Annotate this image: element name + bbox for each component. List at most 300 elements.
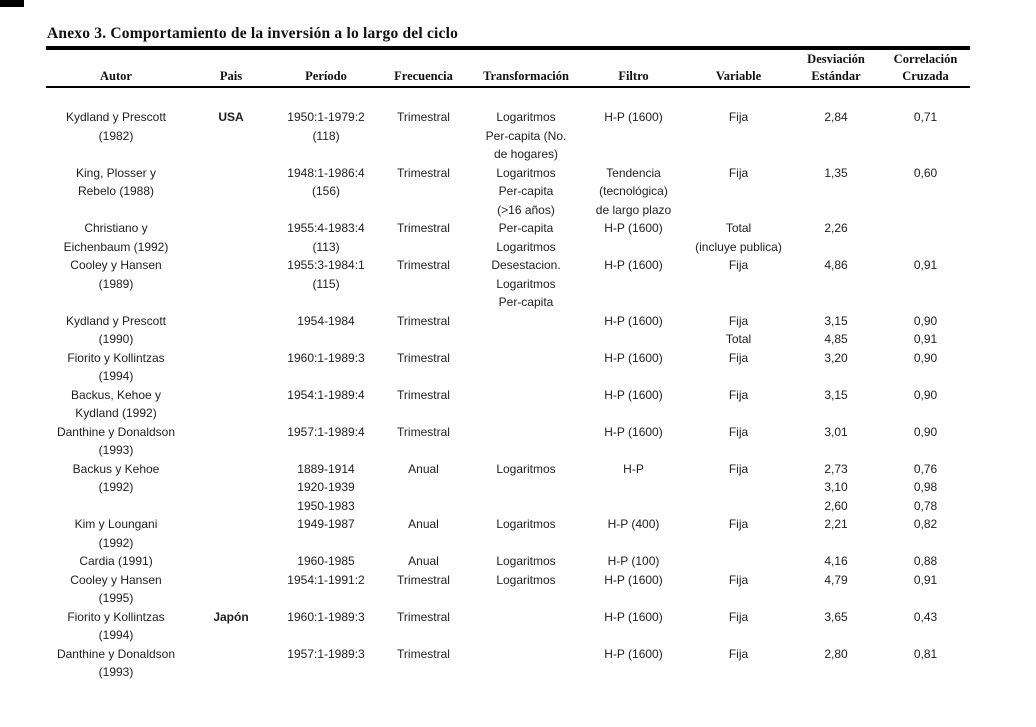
cell-desviacion bbox=[791, 164, 881, 220]
cell-line: Christiano y bbox=[84, 221, 148, 235]
cell-line: H-P (1600) bbox=[604, 424, 663, 439]
cell-line: Trimestral bbox=[397, 258, 450, 272]
table-row bbox=[46, 87, 970, 164]
cell-desviacion bbox=[791, 460, 881, 516]
cell-line: 1960-1985 bbox=[297, 554, 355, 568]
cell-line: 1950-1983 bbox=[297, 498, 355, 513]
cell-desviacion bbox=[791, 571, 881, 608]
cell-line: Fiorito y Kollintzas bbox=[67, 609, 165, 624]
cell-line: Fiorito y Kollintzas bbox=[67, 350, 165, 365]
cell-line: Fija bbox=[728, 424, 749, 439]
cell-line: (113) bbox=[312, 239, 340, 254]
cell-line: 1954-1984 bbox=[297, 313, 355, 328]
cell-transformacion bbox=[471, 219, 581, 256]
cell-line: Kydland y Prescott bbox=[65, 110, 167, 124]
cell-line: Logaritmos bbox=[496, 239, 556, 254]
cell-line: H-P (400) bbox=[607, 517, 660, 531]
cell-transformacion bbox=[471, 515, 581, 552]
cell-line: (1992) bbox=[98, 480, 134, 494]
cell-line: Per-capita bbox=[498, 295, 554, 309]
cell-line: 3,15 bbox=[824, 313, 848, 328]
cell-line: 2,26 bbox=[824, 221, 848, 235]
cell-line: 3,20 bbox=[824, 350, 848, 365]
cell-desviacion bbox=[791, 312, 881, 349]
header-cell-pais bbox=[186, 50, 276, 87]
cell-line: Logaritmos bbox=[496, 517, 556, 531]
table-row bbox=[46, 515, 970, 552]
cell-variable bbox=[686, 386, 791, 423]
cell-desviacion bbox=[791, 256, 881, 312]
cell-frecuencia bbox=[376, 87, 471, 164]
cell-line: Fija bbox=[728, 461, 749, 476]
cell-variable bbox=[686, 312, 791, 349]
cell-desviacion bbox=[791, 87, 881, 164]
cell-line: Anual bbox=[408, 554, 439, 568]
cell-frecuencia bbox=[376, 552, 471, 571]
cell-line: (>16 años) bbox=[497, 202, 555, 217]
table-body bbox=[46, 87, 970, 682]
cell-desviacion bbox=[791, 515, 881, 552]
cell-pais bbox=[186, 386, 276, 423]
header-label: Estándar bbox=[811, 69, 861, 83]
table-row bbox=[46, 460, 970, 516]
cell-line: Per-capita bbox=[498, 221, 554, 235]
cell-transformacion bbox=[471, 349, 581, 386]
cell-autor bbox=[46, 460, 186, 516]
cell-line: (156) bbox=[311, 184, 340, 198]
cell-line: Kydland y Prescott bbox=[65, 313, 167, 328]
cell-line: Trimestral bbox=[397, 221, 450, 235]
cell-filtro bbox=[581, 460, 686, 516]
cell-pais bbox=[186, 87, 276, 164]
cell-line: (1982) bbox=[98, 128, 134, 143]
cell-autor bbox=[46, 256, 186, 312]
header-label: Desviación bbox=[807, 52, 865, 66]
cell-frecuencia bbox=[376, 460, 471, 516]
cell-line: H-P (100) bbox=[607, 554, 660, 568]
cell-transformacion bbox=[471, 312, 581, 349]
cell-line: 0,43 bbox=[913, 609, 938, 624]
header-label: Frecuencia bbox=[394, 69, 453, 83]
cell-pais bbox=[186, 256, 276, 312]
cell-line: H-P (1600) bbox=[604, 221, 663, 235]
cell-transformacion bbox=[471, 164, 581, 220]
cell-desviacion bbox=[791, 349, 881, 386]
cell-line: (1993) bbox=[98, 443, 134, 457]
cell-line: Fija bbox=[728, 572, 749, 587]
cell-line: 0,91 bbox=[913, 332, 938, 346]
cell-line: Fija bbox=[728, 387, 749, 402]
cell-line: Cooley y Hansen bbox=[70, 258, 162, 272]
cell-line: (1995) bbox=[98, 591, 134, 605]
cell-periodo bbox=[276, 256, 376, 312]
cell-line: Desestacion. bbox=[491, 258, 561, 272]
cell-variable bbox=[686, 515, 791, 552]
cell-line: 0,76 bbox=[913, 461, 938, 476]
cell-variable bbox=[686, 349, 791, 386]
cell-line: (1989) bbox=[98, 276, 134, 291]
cell-filtro bbox=[581, 386, 686, 423]
cell-line: 1954:1-1989:4 bbox=[287, 387, 365, 402]
cell-desviacion bbox=[791, 552, 881, 571]
cell-line: Eichenbaum (1992) bbox=[63, 239, 169, 254]
cell-line: 0,90 bbox=[913, 350, 938, 365]
cell-autor bbox=[46, 386, 186, 423]
cell-frecuencia bbox=[376, 423, 471, 460]
cell-desviacion bbox=[791, 645, 881, 682]
cell-transformacion bbox=[471, 552, 581, 571]
cell-correlacion bbox=[881, 423, 970, 460]
cell-line: Logaritmos bbox=[496, 276, 556, 291]
cell-frecuencia bbox=[376, 645, 471, 682]
cell-line: (incluye publica) bbox=[695, 239, 782, 254]
cell-frecuencia bbox=[376, 608, 471, 645]
cell-variable bbox=[686, 87, 791, 164]
header-label: Filtro bbox=[618, 69, 649, 83]
cell-frecuencia bbox=[376, 164, 471, 220]
table-row bbox=[46, 571, 970, 608]
cell-correlacion bbox=[881, 256, 970, 312]
cell-line: 3,10 bbox=[824, 480, 848, 494]
cell-line: Trimestral bbox=[397, 424, 450, 439]
cell-filtro bbox=[581, 349, 686, 386]
cell-variable bbox=[686, 645, 791, 682]
cell-filtro bbox=[581, 219, 686, 256]
cell-variable bbox=[686, 423, 791, 460]
cell-filtro bbox=[581, 164, 686, 220]
cell-line: H-P (1600) bbox=[604, 646, 663, 661]
header-cell-transformacion bbox=[471, 50, 581, 87]
cell-filtro bbox=[581, 608, 686, 645]
cell-line: 3,15 bbox=[824, 387, 848, 402]
cell-transformacion bbox=[471, 571, 581, 608]
cell-line: 4,86 bbox=[824, 258, 848, 272]
cell-line: Backus, Kehoe y bbox=[70, 387, 162, 402]
cell-line: Trimestral bbox=[397, 110, 450, 124]
cell-line: 1957:1-1989:3 bbox=[287, 646, 365, 661]
cell-line: USA bbox=[218, 110, 244, 124]
cell-line: 3,01 bbox=[824, 424, 848, 439]
header-label: Pais bbox=[219, 69, 243, 83]
cell-line: Logaritmos bbox=[496, 554, 556, 568]
cell-correlacion bbox=[881, 552, 970, 571]
cell-line: 0,90 bbox=[913, 424, 938, 439]
cell-autor bbox=[46, 608, 186, 645]
cell-periodo bbox=[276, 515, 376, 552]
cell-variable bbox=[686, 164, 791, 220]
cell-transformacion bbox=[471, 256, 581, 312]
cell-correlacion bbox=[881, 386, 970, 423]
cell-line: 4,79 bbox=[824, 572, 848, 587]
cell-correlacion bbox=[881, 571, 970, 608]
cell-line: Fija bbox=[728, 258, 749, 272]
cell-line: 0,91 bbox=[913, 572, 938, 587]
cell-line: de largo plazo bbox=[595, 202, 672, 217]
cell-line: Fija bbox=[728, 165, 749, 180]
header-cell-periodo bbox=[276, 50, 376, 87]
cell-autor bbox=[46, 349, 186, 386]
cell-line: Backus y Kehoe bbox=[72, 461, 160, 476]
cell-line: Total bbox=[725, 221, 752, 235]
cell-line: Per-capita (No. bbox=[485, 128, 567, 143]
cell-desviacion bbox=[791, 608, 881, 645]
table-row bbox=[46, 552, 970, 571]
cell-filtro bbox=[581, 645, 686, 682]
cell-pais bbox=[186, 349, 276, 386]
table-row bbox=[46, 349, 970, 386]
cell-correlacion bbox=[881, 515, 970, 552]
header-row bbox=[46, 50, 970, 87]
cell-line: 0,71 bbox=[913, 110, 938, 124]
table-row bbox=[46, 256, 970, 312]
cell-line: Trimestral bbox=[397, 387, 450, 402]
cell-transformacion bbox=[471, 608, 581, 645]
header-label: Correlación bbox=[893, 52, 958, 66]
cell-line: 0,81 bbox=[913, 646, 938, 661]
table-content-area bbox=[46, 0, 970, 682]
header-label: Transformación bbox=[483, 69, 569, 83]
cell-periodo bbox=[276, 571, 376, 608]
cell-pais bbox=[186, 552, 276, 571]
cell-pais bbox=[186, 571, 276, 608]
cell-line: Total bbox=[725, 332, 752, 346]
cell-periodo bbox=[276, 608, 376, 645]
cell-line: Trimestral bbox=[397, 350, 450, 365]
cell-line: Fija bbox=[728, 350, 749, 365]
cell-frecuencia bbox=[376, 515, 471, 552]
cell-autor bbox=[46, 645, 186, 682]
cell-line: 1957:1-1989:4 bbox=[287, 424, 365, 439]
cell-line: Logaritmos bbox=[496, 165, 556, 180]
cell-line: (1992) bbox=[98, 535, 134, 550]
header-cell-variable bbox=[686, 50, 791, 87]
cell-line: Trimestral bbox=[397, 165, 450, 180]
cell-line: 2,21 bbox=[824, 517, 848, 531]
cell-line: 0,78 bbox=[913, 498, 938, 513]
cell-line: H-P (1600) bbox=[604, 110, 663, 124]
cell-line: (118) bbox=[312, 128, 340, 143]
cell-line: 1920-1939 bbox=[297, 480, 355, 494]
cell-line: 1889-1914 bbox=[297, 461, 355, 476]
cell-line: Logaritmos bbox=[496, 461, 556, 476]
cell-correlacion bbox=[881, 164, 970, 220]
cell-line: 0,88 bbox=[913, 554, 938, 568]
cell-line: Japón bbox=[213, 609, 249, 624]
cell-periodo bbox=[276, 349, 376, 386]
header-cell-frecuencia bbox=[376, 50, 471, 87]
cell-filtro bbox=[581, 571, 686, 608]
cell-line: (tecnológica) bbox=[599, 184, 668, 198]
header-label: Período bbox=[305, 69, 347, 83]
cell-frecuencia bbox=[376, 349, 471, 386]
cell-correlacion bbox=[881, 645, 970, 682]
cell-periodo bbox=[276, 87, 376, 164]
cell-line: Kydland (1992) bbox=[75, 406, 157, 420]
cell-line: King, Plosser y bbox=[75, 165, 157, 180]
cell-periodo bbox=[276, 164, 376, 220]
cell-line: H-P (1600) bbox=[604, 609, 663, 624]
cell-filtro bbox=[581, 256, 686, 312]
cell-pais bbox=[186, 423, 276, 460]
header-label: Variable bbox=[715, 69, 762, 83]
cell-line: 1949-1987 bbox=[297, 517, 355, 531]
cell-line: 0,60 bbox=[913, 165, 938, 180]
cell-pais bbox=[186, 608, 276, 645]
cell-line: 4,16 bbox=[824, 554, 848, 568]
cell-line: 1,35 bbox=[824, 165, 848, 180]
table-row bbox=[46, 386, 970, 423]
cell-line: (1994) bbox=[98, 628, 134, 642]
header-cell-correlacion bbox=[881, 50, 970, 87]
cell-line: H-P (1600) bbox=[604, 258, 663, 272]
cell-autor bbox=[46, 219, 186, 256]
cell-autor bbox=[46, 87, 186, 164]
cell-periodo bbox=[276, 312, 376, 349]
cell-pais bbox=[186, 312, 276, 349]
cell-line: H-P (1600) bbox=[604, 350, 663, 365]
cell-line: (1990) bbox=[98, 332, 134, 346]
cell-frecuencia bbox=[376, 219, 471, 256]
cell-correlacion bbox=[881, 349, 970, 386]
cell-line: H-P bbox=[623, 461, 644, 476]
cell-autor bbox=[46, 552, 186, 571]
cell-line: 2,60 bbox=[824, 498, 848, 513]
cell-frecuencia bbox=[376, 312, 471, 349]
cell-line: Danthine y Donaldson bbox=[56, 424, 176, 439]
cell-frecuencia bbox=[376, 256, 471, 312]
cell-line: 2,84 bbox=[824, 110, 848, 124]
cell-line: Logaritmos bbox=[496, 110, 556, 124]
cell-desviacion bbox=[791, 386, 881, 423]
cell-variable bbox=[686, 552, 791, 571]
cell-line: H-P (1600) bbox=[604, 387, 663, 402]
cell-line: 0,98 bbox=[913, 480, 938, 494]
cell-line: Tendencia bbox=[606, 165, 661, 180]
cell-correlacion bbox=[881, 312, 970, 349]
cell-transformacion bbox=[471, 87, 581, 164]
table-row bbox=[46, 608, 970, 645]
cell-periodo bbox=[276, 423, 376, 460]
cell-periodo bbox=[276, 552, 376, 571]
cell-filtro bbox=[581, 87, 686, 164]
cell-periodo bbox=[276, 645, 376, 682]
cell-autor bbox=[46, 515, 186, 552]
cell-correlacion bbox=[881, 87, 970, 164]
cell-line: Rebelo (1988) bbox=[77, 184, 155, 198]
cell-line: H-P (1600) bbox=[604, 313, 663, 328]
cell-line: Anual bbox=[408, 517, 439, 531]
cell-line: 3,65 bbox=[824, 609, 848, 624]
header-label: Autor bbox=[100, 69, 132, 83]
cell-frecuencia bbox=[376, 571, 471, 608]
cell-line: Trimestral bbox=[397, 646, 450, 661]
cell-periodo bbox=[276, 460, 376, 516]
cell-variable bbox=[686, 219, 791, 256]
cell-variable bbox=[686, 608, 791, 645]
table-row bbox=[46, 645, 970, 682]
cell-line: Fija bbox=[728, 517, 749, 531]
cell-autor bbox=[46, 423, 186, 460]
cell-line: 0,90 bbox=[913, 387, 938, 402]
cell-autor bbox=[46, 571, 186, 608]
cell-correlacion bbox=[881, 219, 970, 256]
table-row bbox=[46, 219, 970, 256]
header-cell-autor bbox=[46, 50, 186, 87]
cell-line: (1994) bbox=[98, 369, 134, 383]
cell-line: Trimestral bbox=[397, 609, 450, 624]
table-header bbox=[46, 50, 970, 87]
header-label: Cruzada bbox=[902, 69, 949, 83]
scan-artifact bbox=[0, 0, 24, 7]
investment-cycle-table bbox=[46, 50, 970, 682]
cell-line: 1960:1-1989:3 bbox=[287, 609, 365, 624]
cell-transformacion bbox=[471, 423, 581, 460]
cell-line: Trimestral bbox=[397, 572, 450, 587]
cell-line: 1955:3-1984:1 bbox=[287, 258, 365, 272]
cell-correlacion bbox=[881, 460, 970, 516]
cell-periodo bbox=[276, 386, 376, 423]
cell-pais bbox=[186, 164, 276, 220]
cell-periodo bbox=[276, 219, 376, 256]
table-row bbox=[46, 164, 970, 220]
cell-line: (1993) bbox=[98, 665, 134, 679]
cell-line: Logaritmos bbox=[496, 572, 556, 587]
cell-variable bbox=[686, 256, 791, 312]
cell-line: Per-capita bbox=[498, 184, 554, 198]
header-cell-desviacion bbox=[791, 50, 881, 87]
cell-filtro bbox=[581, 552, 686, 571]
cell-line: 1955:4-1983:4 bbox=[287, 221, 365, 235]
cell-line: Fija bbox=[728, 313, 749, 328]
cell-line: (115) bbox=[312, 276, 340, 291]
cell-line: H-P (1600) bbox=[604, 572, 663, 587]
cell-line: 1948:1-1986:4 bbox=[287, 165, 365, 180]
cell-transformacion bbox=[471, 460, 581, 516]
cell-line: 1950:1-1979:2 bbox=[287, 110, 365, 124]
cell-filtro bbox=[581, 312, 686, 349]
cell-pais bbox=[186, 515, 276, 552]
cell-line: Fija bbox=[728, 646, 749, 661]
cell-variable bbox=[686, 460, 791, 516]
cell-filtro bbox=[581, 423, 686, 460]
cell-line: 4,85 bbox=[824, 332, 848, 346]
header-cell-filtro bbox=[581, 50, 686, 87]
cell-pais bbox=[186, 219, 276, 256]
cell-line: 1960:1-1989:3 bbox=[287, 350, 365, 365]
cell-desviacion bbox=[791, 219, 881, 256]
cell-correlacion bbox=[881, 608, 970, 645]
cell-autor bbox=[46, 312, 186, 349]
cell-autor bbox=[46, 164, 186, 220]
table-row bbox=[46, 423, 970, 460]
cell-frecuencia bbox=[376, 386, 471, 423]
cell-desviacion bbox=[791, 423, 881, 460]
annex-title: Anexo 3. Comportamiento de la inversión a lo largo del ciclo bbox=[47, 25, 459, 42]
cell-transformacion bbox=[471, 645, 581, 682]
cell-line: Danthine y Donaldson bbox=[56, 646, 176, 661]
cell-line: 1954:1-1991:2 bbox=[287, 572, 365, 587]
cell-variable bbox=[686, 571, 791, 608]
cell-line: de hogares) bbox=[493, 147, 559, 161]
cell-pais bbox=[186, 460, 276, 516]
cell-line: Anual bbox=[408, 461, 439, 476]
cell-line: 2,80 bbox=[824, 646, 848, 661]
cell-line: Trimestral bbox=[397, 313, 450, 328]
cell-line: 0,90 bbox=[913, 313, 938, 328]
cell-line: Fija bbox=[728, 609, 749, 624]
cell-line: 0,82 bbox=[913, 517, 938, 531]
cell-transformacion bbox=[471, 386, 581, 423]
